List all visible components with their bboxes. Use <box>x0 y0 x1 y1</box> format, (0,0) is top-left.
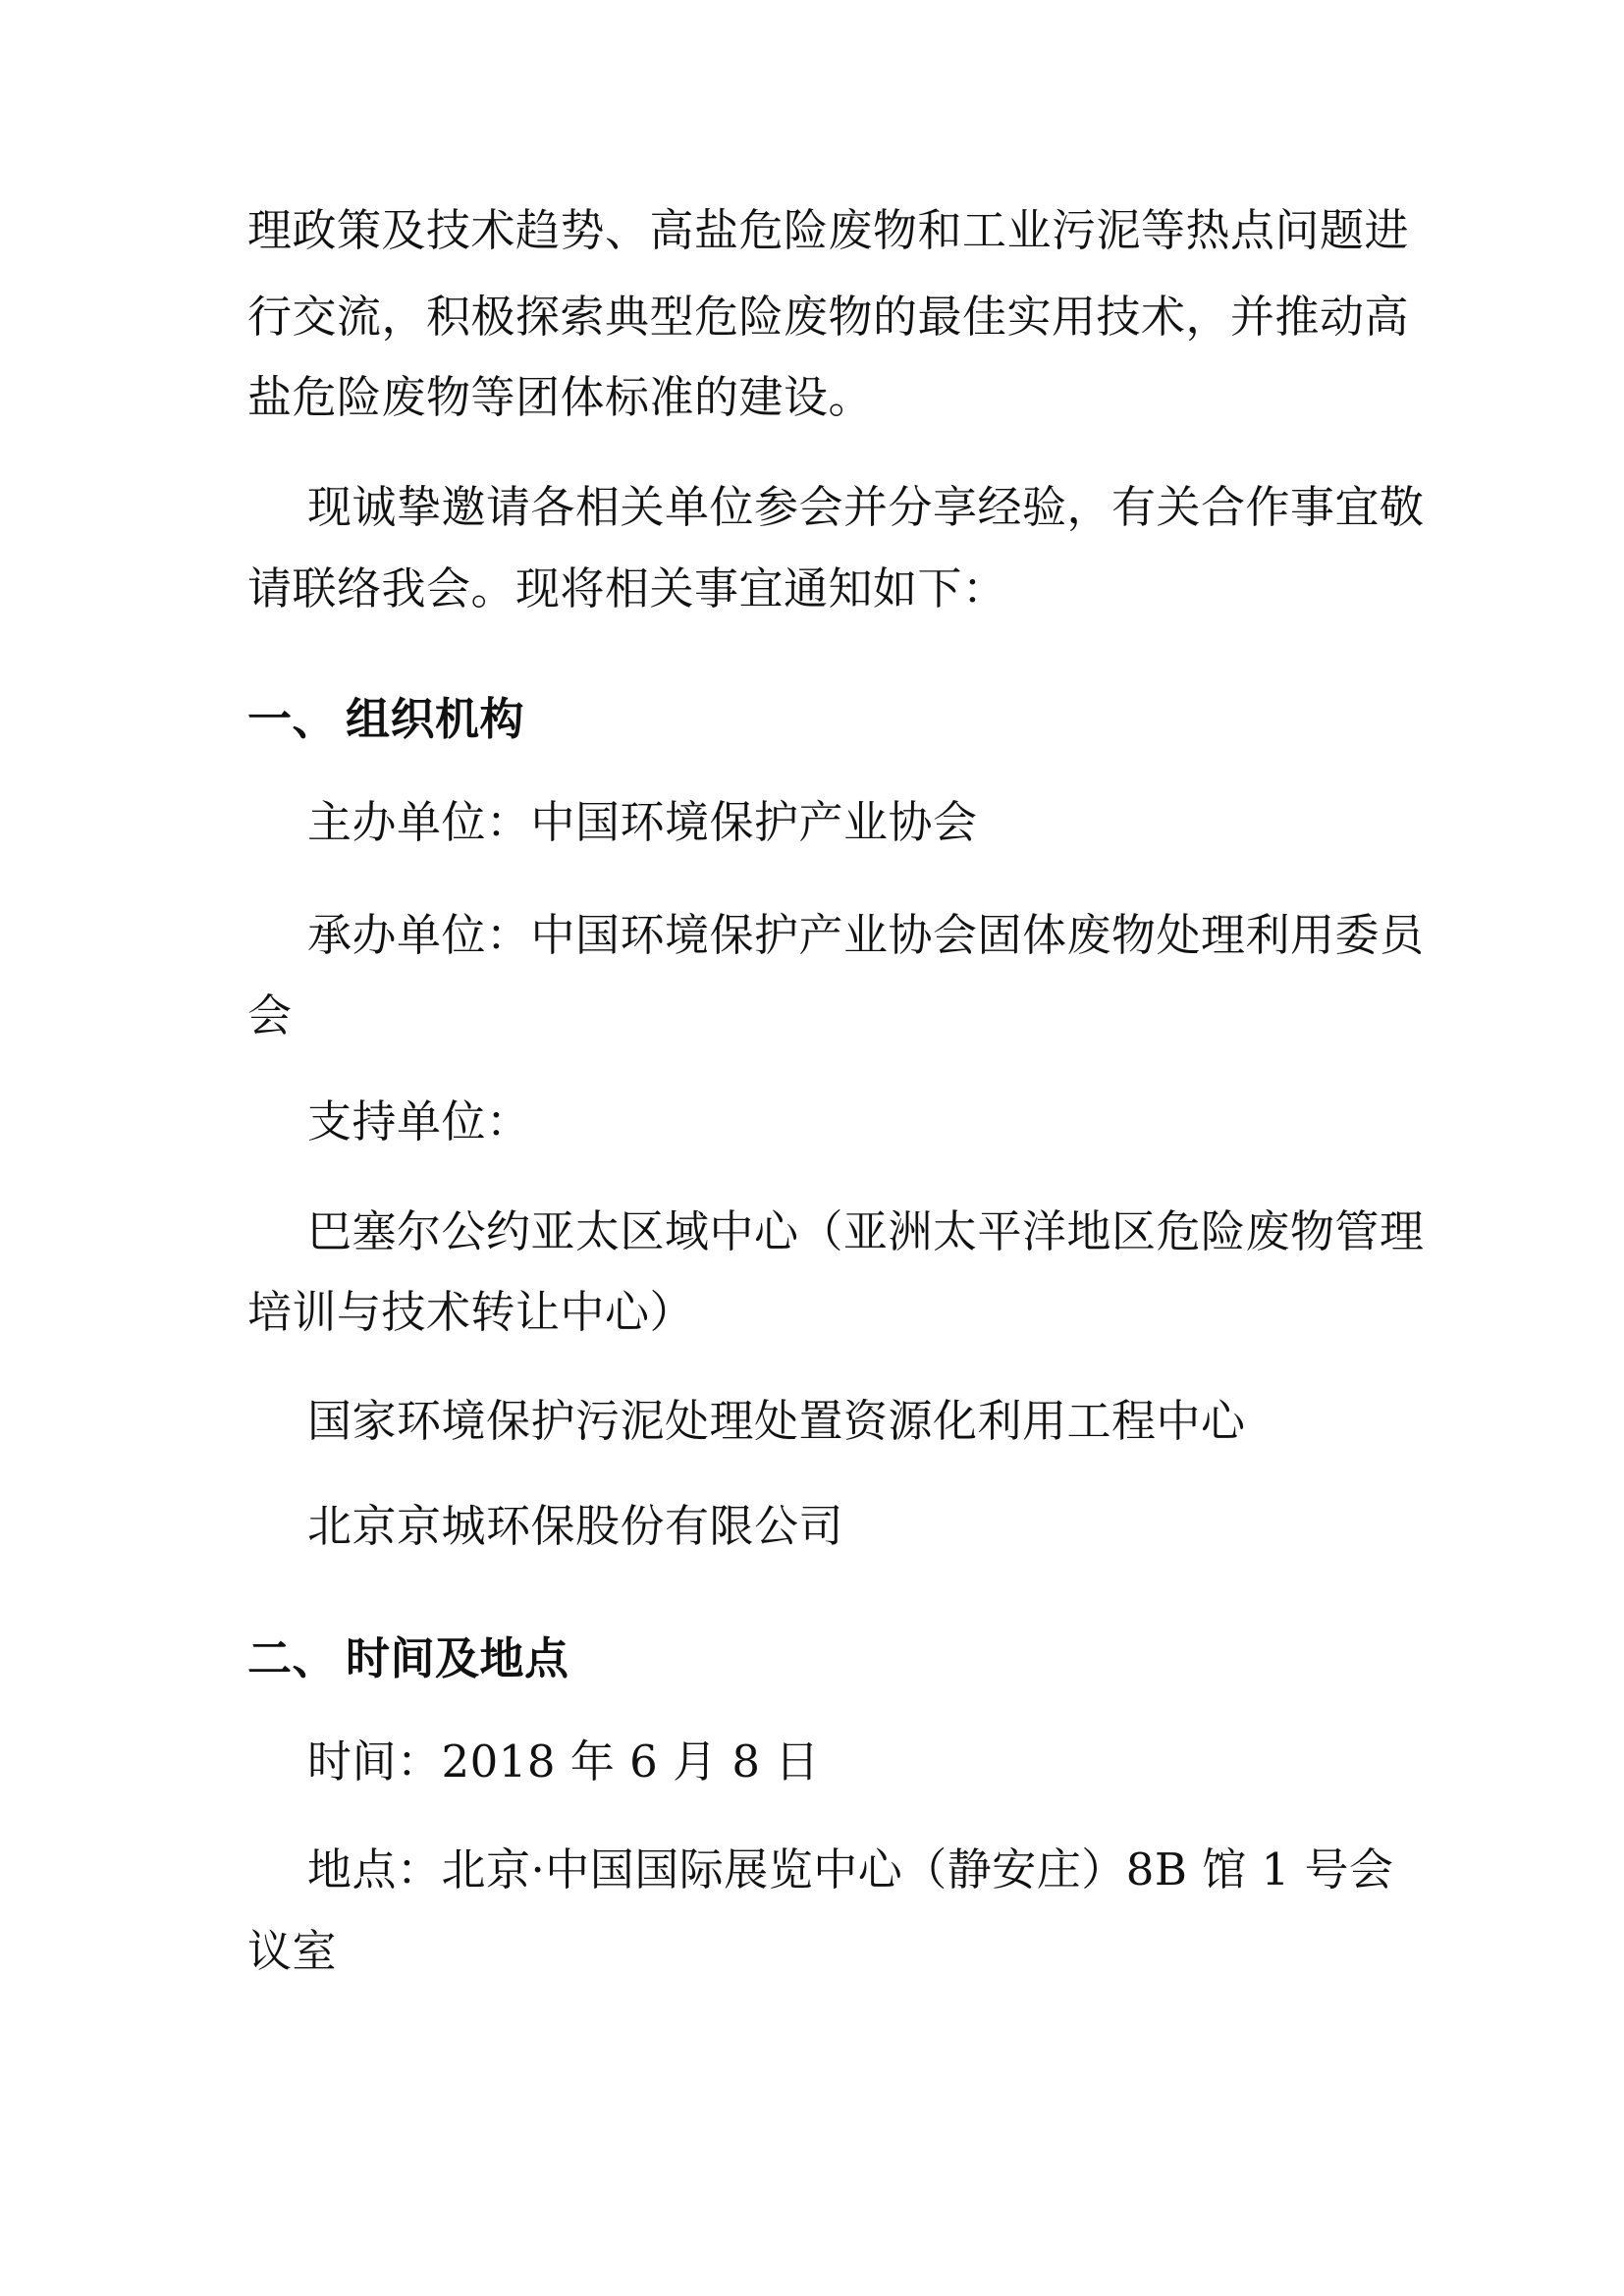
section-1-heading <box>247 690 524 749</box>
section-2-heading <box>247 1629 569 1688</box>
supporter-2: 国家环境保护污泥处理处置资源化利用工程中心 <box>307 1395 1246 1447</box>
section-2-number: 二、 <box>247 1632 338 1684</box>
supporter-1-line-1: 巴塞尔公约亚太区域中心（亚洲太平洋地区危险废物管理 <box>307 1205 1425 1257</box>
supporter-1-line-2: 培训与技术转让中心） <box>247 1286 695 1338</box>
event-place-line-2: 议室 <box>247 1925 338 1977</box>
event-time: 时间：2018 年 6 月 8 日 <box>307 1735 820 1788</box>
support-label: 支持单位： <box>307 1095 531 1148</box>
organizer-line-2: 会 <box>247 989 293 1041</box>
intro-line-1: 理政策及技术趋势、高盐危险废物和工业污泥等热点问题进 <box>247 204 1410 256</box>
section-2-title: 时间及地点 <box>346 1632 569 1684</box>
organizer-line-1: 承办单位：中国环境保护产业协会固体废物处理利用委员 <box>307 909 1425 961</box>
section-1-number: 一、 <box>247 693 338 745</box>
invite-line-1: 现诚挚邀请各相关单位参会并分享经验，有关合作事宜敬 <box>307 481 1425 533</box>
host-unit: 主办单位：中国环境保护产业协会 <box>307 796 978 848</box>
intro-line-2: 行交流，积极探索典型危险废物的最佳实用技术，并推动高 <box>247 291 1410 343</box>
invite-line-2: 请联络我会。现将相关事宜通知如下： <box>247 562 1007 614</box>
supporter-3: 北京京城环保股份有限公司 <box>307 1500 844 1552</box>
section-1-title: 组织机构 <box>346 693 525 745</box>
intro-line-3: 盐危险废物等团体标准的建设。 <box>247 371 874 423</box>
event-place-line-1: 地点：北京·中国国际展览中心（静安庄）8B 馆 1 号会 <box>307 1843 1394 1896</box>
